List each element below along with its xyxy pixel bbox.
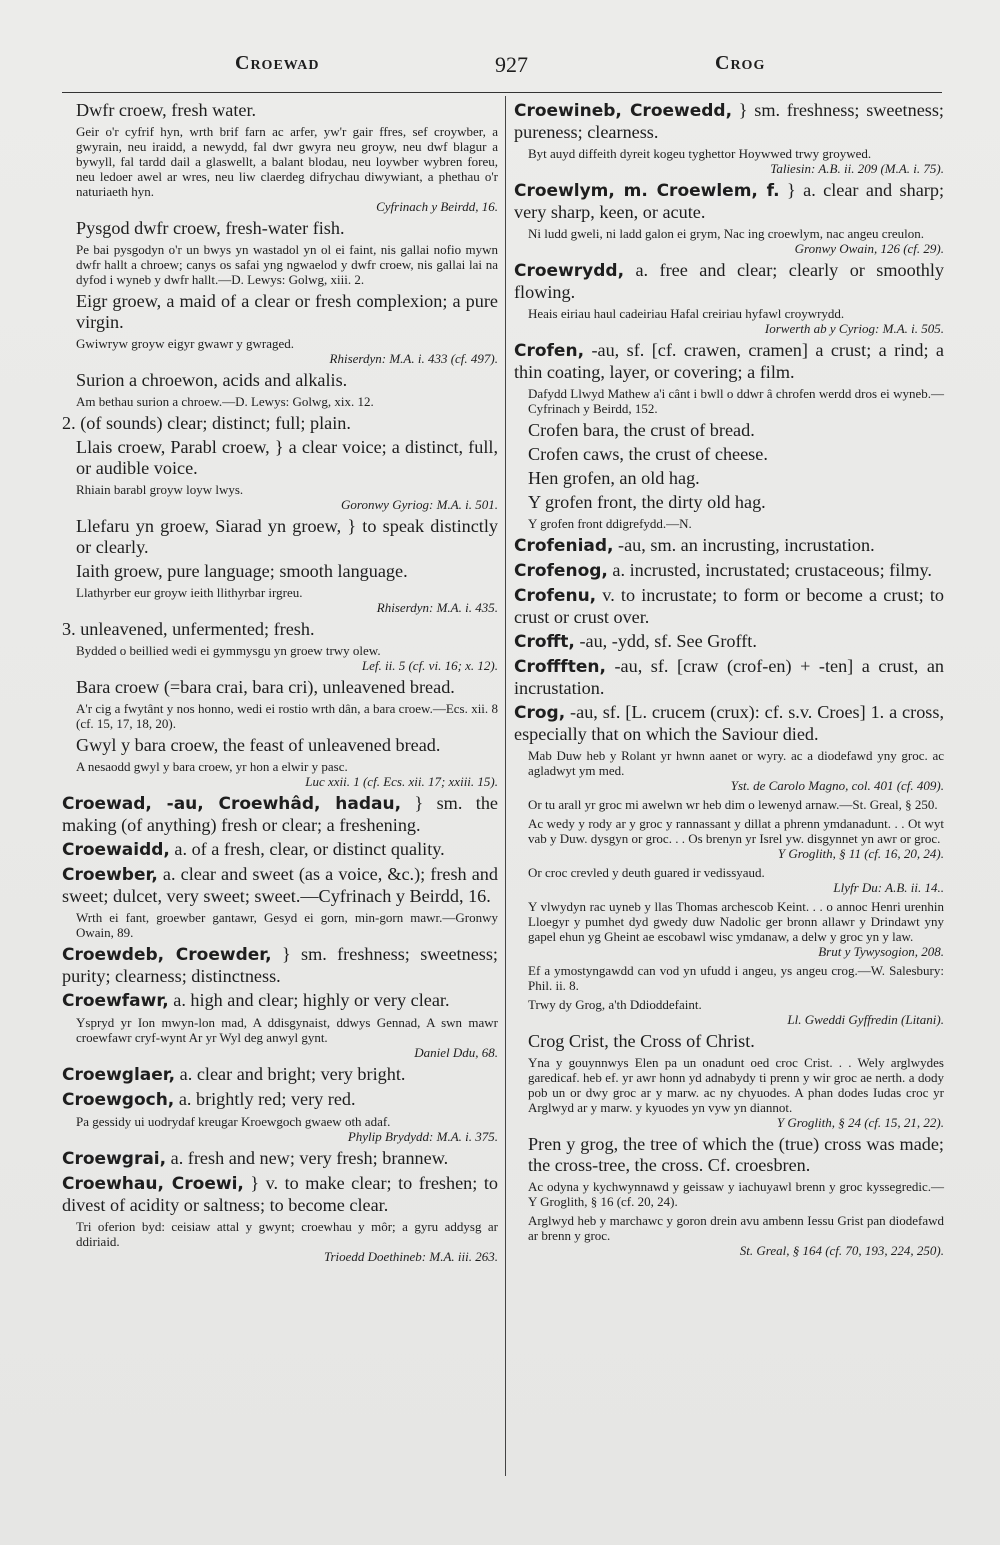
citation-text: Mab Duw heb y Rolant yr hwnn aanet or wyry. ac a diodefawd yny groc. ac agladwyt ym med. bbox=[528, 748, 944, 778]
definition: } sm. freshness; sweetness; purity; clearness; distinctness. bbox=[62, 944, 498, 986]
sub-entry: Pren y grog, the tree of which the (true) cross was made; the cross-tree, the cross. Cf. croesbren. bbox=[528, 1134, 944, 1175]
headword-entry bbox=[514, 585, 944, 628]
citation-text: Am bethau surion a chroew.—D. Lewys: Golwg, xix. 12. bbox=[76, 394, 374, 409]
citation-text: Heais eiriau haul cadeiriau Hafal creiriau hyfawl croywrydd. bbox=[528, 306, 845, 321]
citation-text: Pe bai pysgodyn o'r un bwys yn wastadol yn ol ei faint, nis gallai nofio mywn dwfr hallt a chroew; canys os safai yng ngwaelod y dwfr croew, nis gallai lai na dyfod i wyneb y dwfr hallt.—D. Lewys: Golwg, xiii. 2. bbox=[76, 242, 498, 287]
right-column bbox=[514, 100, 944, 1262]
headword-entry bbox=[514, 180, 944, 223]
citation bbox=[514, 997, 944, 1027]
citation-text: Yspryd yr Ion mwyn-lon mad, A ddisgynaist, ddwys Gennad, A swn mawr croewfawr cryf-wynt Ar yr Wyl deg anwyl gynt. bbox=[76, 1015, 498, 1045]
citation bbox=[62, 1114, 498, 1144]
citation-source: Iorwerth ab y Cyriog: M.A. i. 505. bbox=[764, 321, 944, 336]
definition: } sm. freshness; sweetness; pureness; clearness. bbox=[514, 100, 944, 142]
citation-source: Y Groglith, § 24 (cf. 15, 21, 22). bbox=[776, 1115, 944, 1130]
headword-entry bbox=[62, 1173, 498, 1216]
citation bbox=[514, 963, 944, 993]
headword-entry bbox=[514, 702, 944, 745]
citation bbox=[514, 386, 944, 416]
sub-entry: Llefaru yn groew, Siarad yn groew, } to speak distinctly or clearly. bbox=[76, 516, 498, 557]
headword: Croewad, -au, Croewhâd, hadau, bbox=[62, 794, 402, 814]
citation-text: Or tu arall yr groc mi awelwn wr heb dim o lewenyd arnaw.—St. Greal, § 250. bbox=[528, 797, 938, 812]
citation-text: Bydded o beillied wedi ei gymmysgu yn groew trwy olew. bbox=[76, 643, 381, 658]
headword: Crofeniad, bbox=[514, 536, 614, 556]
definition: a. incrusted, incrustated; crustaceous; filmy. bbox=[607, 560, 932, 580]
header-right-word: Crog bbox=[715, 52, 766, 74]
citation bbox=[62, 1219, 498, 1264]
citation bbox=[62, 124, 498, 214]
column-divider bbox=[505, 96, 506, 1476]
headword-entry bbox=[62, 793, 498, 836]
headword-entry bbox=[514, 656, 944, 699]
headword-entry bbox=[62, 1089, 498, 1111]
citation bbox=[514, 306, 944, 336]
citation bbox=[514, 899, 944, 959]
citation bbox=[514, 1179, 944, 1209]
citation bbox=[514, 748, 944, 793]
definition: a. clear and bright; very bright. bbox=[175, 1064, 406, 1084]
citation-source: Cyfrinach y Beirdd, 16. bbox=[376, 199, 498, 214]
citation bbox=[514, 1055, 944, 1130]
citation bbox=[62, 336, 498, 366]
left-column bbox=[62, 100, 498, 1268]
citation-source: Brut y Tywysogion, 208. bbox=[818, 944, 944, 959]
citation-source: Y Groglith, § 11 (cf. 16, 20, 24). bbox=[777, 846, 944, 861]
citation bbox=[62, 242, 498, 287]
headword: Croewglaer, bbox=[62, 1065, 176, 1085]
citation-source: Yst. de Carolo Magno, col. 401 (cf. 409). bbox=[730, 778, 944, 793]
citation-source: Luc xxii. 1 (cf. Ecs. xii. 17; xxiii. 15). bbox=[305, 774, 498, 789]
definition: a. free and clear; clearly or smoothly flowing. bbox=[514, 260, 944, 302]
citation-source: Ll. Gweddi Gyffredin (Litani). bbox=[787, 1012, 944, 1027]
citation-source: Daniel Ddu, 68. bbox=[414, 1045, 498, 1060]
headword: Croewgoch, bbox=[62, 1090, 175, 1110]
sub-entry: Llais croew, Parabl croew, } a clear voice; a distinct, full, or audible voice. bbox=[76, 437, 498, 478]
citation-text: Dafydd Llwyd Mathew a'i cânt i bwll o ddwr â chrofen werdd dros ei wyneb.—Cyfrinach y Beirdd, 152. bbox=[528, 386, 944, 416]
definition: a. of a fresh, clear, or distinct quality. bbox=[169, 839, 445, 859]
headword: Crog, bbox=[514, 703, 566, 723]
citation bbox=[514, 797, 944, 812]
headword: Crofenu, bbox=[514, 586, 597, 606]
headword: Crofenog, bbox=[514, 561, 608, 581]
citation-text: Yna y gouynnwys Elen pa un onadunt oed croc Crist. . . Wely arglwydes garedicaf. heb ef. yr awr honn yd adnabydy ti prenn y wir groc ae nerth. a dody pob un or dwy groc ar y marw. ac ny chyuodes. A phan dodes Iudas croc yr Arglwyd ar y marw. y kyuodes yn vyw yn diannot. bbox=[528, 1055, 944, 1115]
headword-entry bbox=[62, 1148, 498, 1170]
headword-entry bbox=[514, 340, 944, 383]
citation bbox=[62, 1015, 498, 1060]
sub-entry: Pysgod dwfr croew, fresh-water fish. bbox=[76, 218, 345, 238]
sub-entry: Iaith groew, pure language; smooth language. bbox=[76, 561, 408, 581]
sub-entry: Crofen caws, the crust of cheese. bbox=[528, 444, 768, 464]
citation-text: Byt auyd diffeith dyreit kogeu tyghettor Hoywwed trwy groywed. bbox=[528, 146, 872, 161]
definition: v. to incrustate; to form or become a crust; to crust or crust over. bbox=[514, 585, 944, 627]
definition: -au, -ydd, sf. See Grofft. bbox=[574, 631, 757, 651]
citation bbox=[62, 394, 498, 409]
citation-text: Wrth ei fant, groewber gantawr, Gesyd ei gorn, min-gorn mawr.—Gronwy Owain, 89. bbox=[76, 910, 498, 940]
citation bbox=[514, 226, 944, 256]
citation-text: Ac odyna y kychwynnawd y geissaw y iachuyawl brenn y groc kyssegredic.—Y Groglith, § 16 (cf. 20, 24). bbox=[528, 1179, 944, 1209]
citation-source: Llyfr Du: A.B. ii. 14.. bbox=[833, 880, 944, 895]
citation-text: Pa gessidy ui uodrydaf kreugar Kroewgoch gwaew oth adaf. bbox=[76, 1114, 391, 1129]
headword-entry bbox=[62, 839, 498, 861]
citation bbox=[514, 865, 944, 895]
sense-heading: 2. (of sounds) clear; distinct; full; plain. bbox=[62, 413, 351, 433]
citation-text: Geir o'r cyfrif hyn, wrth brif farn ac arfer, yw'r gair ffres, sef croywber, a gwyrain, neu iraidd, a newydd, fal dwr gwyra neu groyw, neu dwf blagur a bywyll, fal tardd dail a glaswellt, a balant blodau, neu loywber wybren foreu, neu ledoer awel ar wres, neu liw claerdeg difrychau diwywiant, a phethau o'r naturiaeth hyn. bbox=[76, 124, 498, 199]
citation-text: Rhiain barabl groyw loyw lwys. bbox=[76, 482, 244, 497]
headword: Croewfawr, bbox=[62, 991, 169, 1011]
headword: Crofen, bbox=[514, 341, 585, 361]
definition: a. brightly red; very red. bbox=[174, 1089, 356, 1109]
headword: Croewineb, Croewedd, bbox=[514, 101, 733, 121]
definition: a. clear and sweet (as a voice, &c.); fresh and sweet; dulcet, very sweet; sweet.—Cyfrinach y Beirdd, 16. bbox=[62, 864, 498, 906]
citation bbox=[62, 643, 498, 673]
sub-entry: Gwyl y bara croew, the feast of unleavened bread. bbox=[76, 735, 441, 755]
definition: a. high and clear; highly or very clear. bbox=[168, 990, 450, 1010]
definition: } sm. the making (of anything) fresh or clear; a freshening. bbox=[62, 793, 498, 835]
page-number: 927 bbox=[495, 52, 528, 77]
definition: -au, sf. [craw (crof-en) + -ten] a crust, an incrustation. bbox=[514, 656, 944, 698]
definition: -au, sm. an incrusting, incrustation. bbox=[613, 535, 875, 555]
citation-text: Llathyrber eur groyw ieith llithyrbar irgreu. bbox=[76, 585, 303, 600]
citation-text: Y grofen front ddigrefydd.—N. bbox=[528, 516, 692, 531]
sub-entry: Surion a chroewon, acids and alkalis. bbox=[76, 370, 348, 390]
sense-heading: 3. unleavened, unfermented; fresh. bbox=[62, 619, 315, 639]
citation-source: Lef. ii. 5 (cf. vi. 16; x. 12). bbox=[361, 658, 498, 673]
headword: Croewgrai, bbox=[62, 1149, 167, 1169]
citation-text: A nesaodd gwyl y bara croew, yr hon a elwir y pasc. bbox=[76, 759, 348, 774]
headword: Croewrydd, bbox=[514, 261, 625, 281]
citation-source: Taliesin: A.B. ii. 209 (M.A. i. 75). bbox=[770, 161, 944, 176]
headword: Croewhau, Croewi, bbox=[62, 1174, 244, 1194]
definition: } v. to make clear; to freshen; to divest of acidity or saltness; to become clear. bbox=[62, 1173, 498, 1215]
headword: Croffften, bbox=[514, 657, 606, 677]
headword: Crofft, bbox=[514, 632, 575, 652]
citation-text: Ni ludd gweli, ni ladd galon ei grym, Nac ing croewlym, nac angeu creulon. bbox=[528, 226, 925, 241]
citation bbox=[62, 910, 498, 940]
citation-text: Arglwyd heb y marchawc y goron drein avu ambenn Iessu Grist pan diodefawd ar brenn y groc. bbox=[528, 1213, 944, 1243]
citation-text: Y vlwydyn rac uyneb y llas Thomas archescob Keint. . . o annoc Henri urenhin Lloegyr y pumhet dyd gwedy duw Nadolic ger bronn allawr y Drindawt yny gapel ehun yg Gheint ae escobawl wisc ymdanaw, a delw y groc yn y law. bbox=[528, 899, 944, 944]
header-rule bbox=[62, 92, 942, 93]
headword-entry bbox=[62, 864, 498, 907]
sub-entry: Y grofen front, the dirty old hag. bbox=[528, 492, 766, 512]
header-left-word: Croewad bbox=[235, 52, 320, 74]
headword: Croewaidd, bbox=[62, 840, 170, 860]
definition: a. fresh and new; very fresh; brannew. bbox=[166, 1148, 449, 1168]
headword-entry bbox=[514, 100, 944, 143]
headword-entry bbox=[62, 1064, 498, 1086]
citation-text: Gwiwryw groyw eigyr gwawr y gwraged. bbox=[76, 336, 295, 351]
citation-source: Rhiserdyn: M.A. i. 435. bbox=[376, 600, 498, 615]
headword-entry bbox=[62, 944, 498, 987]
sub-entry: Bara croew (=bara crai, bara cri), unleavened bread. bbox=[76, 677, 455, 697]
citation bbox=[514, 1213, 944, 1258]
sub-entry: Eigr groew, a maid of a clear or fresh complexion; a pure virgin. bbox=[76, 291, 498, 332]
sub-entry: Crofen bara, the crust of bread. bbox=[528, 420, 755, 440]
citation-source: Rhiserdyn: M.A. i. 433 (cf. 497). bbox=[329, 351, 498, 366]
headword: Croewber, bbox=[62, 865, 158, 885]
citation bbox=[62, 701, 498, 731]
headword-entry bbox=[62, 990, 498, 1012]
sub-entry: Hen grofen, an old hag. bbox=[528, 468, 700, 488]
citation-text: Trwy dy Grog, a'th Ddioddefaint. bbox=[528, 997, 702, 1012]
citation-source: Trioedd Doethineb: M.A. iii. 263. bbox=[323, 1249, 498, 1264]
citation-source: Goronwy Gyriog: M.A. i. 501. bbox=[341, 497, 498, 512]
definition: -au, sf. [cf. crawen, cramen] a crust; a rind; a thin coating, layer, or covering; a film. bbox=[514, 340, 944, 382]
running-header bbox=[60, 52, 940, 84]
headword-entry bbox=[514, 631, 944, 653]
citation-text: Tri oferion byd: ceisiaw attal y gwynt; croewhau y môr; a gyru addysg ar ddiriaid. bbox=[76, 1219, 498, 1249]
citation-source: St. Greal, § 164 (cf. 70, 193, 224, 250). bbox=[739, 1243, 944, 1258]
definition: } a. clear and sharp; very sharp, keen, or acute. bbox=[514, 180, 944, 222]
sub-entry: Dwfr croew, fresh water. bbox=[76, 100, 257, 120]
citation bbox=[62, 759, 498, 789]
headword-entry bbox=[514, 260, 944, 303]
citation-text: A'r cig a fwytânt y nos honno, wedi ei rostio wrth dân, a bara croew.—Ecs. xii. 8 (cf. 15, 17, 18, 20). bbox=[76, 701, 498, 731]
definition: -au, sf. [L. crucem (crux): cf. s.v. Croes] 1. a cross, especially that on which the Saviour died. bbox=[514, 702, 944, 744]
headword: Croewdeb, Croewder, bbox=[62, 945, 272, 965]
headword-entry bbox=[514, 535, 944, 557]
citation-text: Or croc crevled y deuth guared ir vedissyaud. bbox=[528, 865, 765, 880]
citation-source: Phylip Brydydd: M.A. i. 375. bbox=[347, 1129, 498, 1144]
headword: Croewlym, m. Croewlem, f. bbox=[514, 181, 780, 201]
citation-source: Gronwy Owain, 126 (cf. 29). bbox=[794, 241, 944, 256]
citation bbox=[514, 816, 944, 861]
citation bbox=[62, 482, 498, 512]
sub-entry: Crog Crist, the Cross of Christ. bbox=[528, 1031, 755, 1051]
headword-entry bbox=[514, 560, 944, 582]
citation bbox=[514, 146, 944, 176]
citation-text: Ac wedy y rody ar y groc y rannassant y dillat a phrenn ymdanadunt. . . Ot wyt vab y Duw. dysgyn or groc. . . Os brenyn yr Isrel yw. disgynnet yn awr or groc. bbox=[528, 816, 944, 846]
citation bbox=[514, 516, 944, 531]
citation-text: Ef a ymostyngawdd can vod yn ufudd i angeu, ys angeu crog.—W. Salesbury: Phil. ii. 8. bbox=[528, 963, 944, 993]
citation bbox=[62, 585, 498, 615]
